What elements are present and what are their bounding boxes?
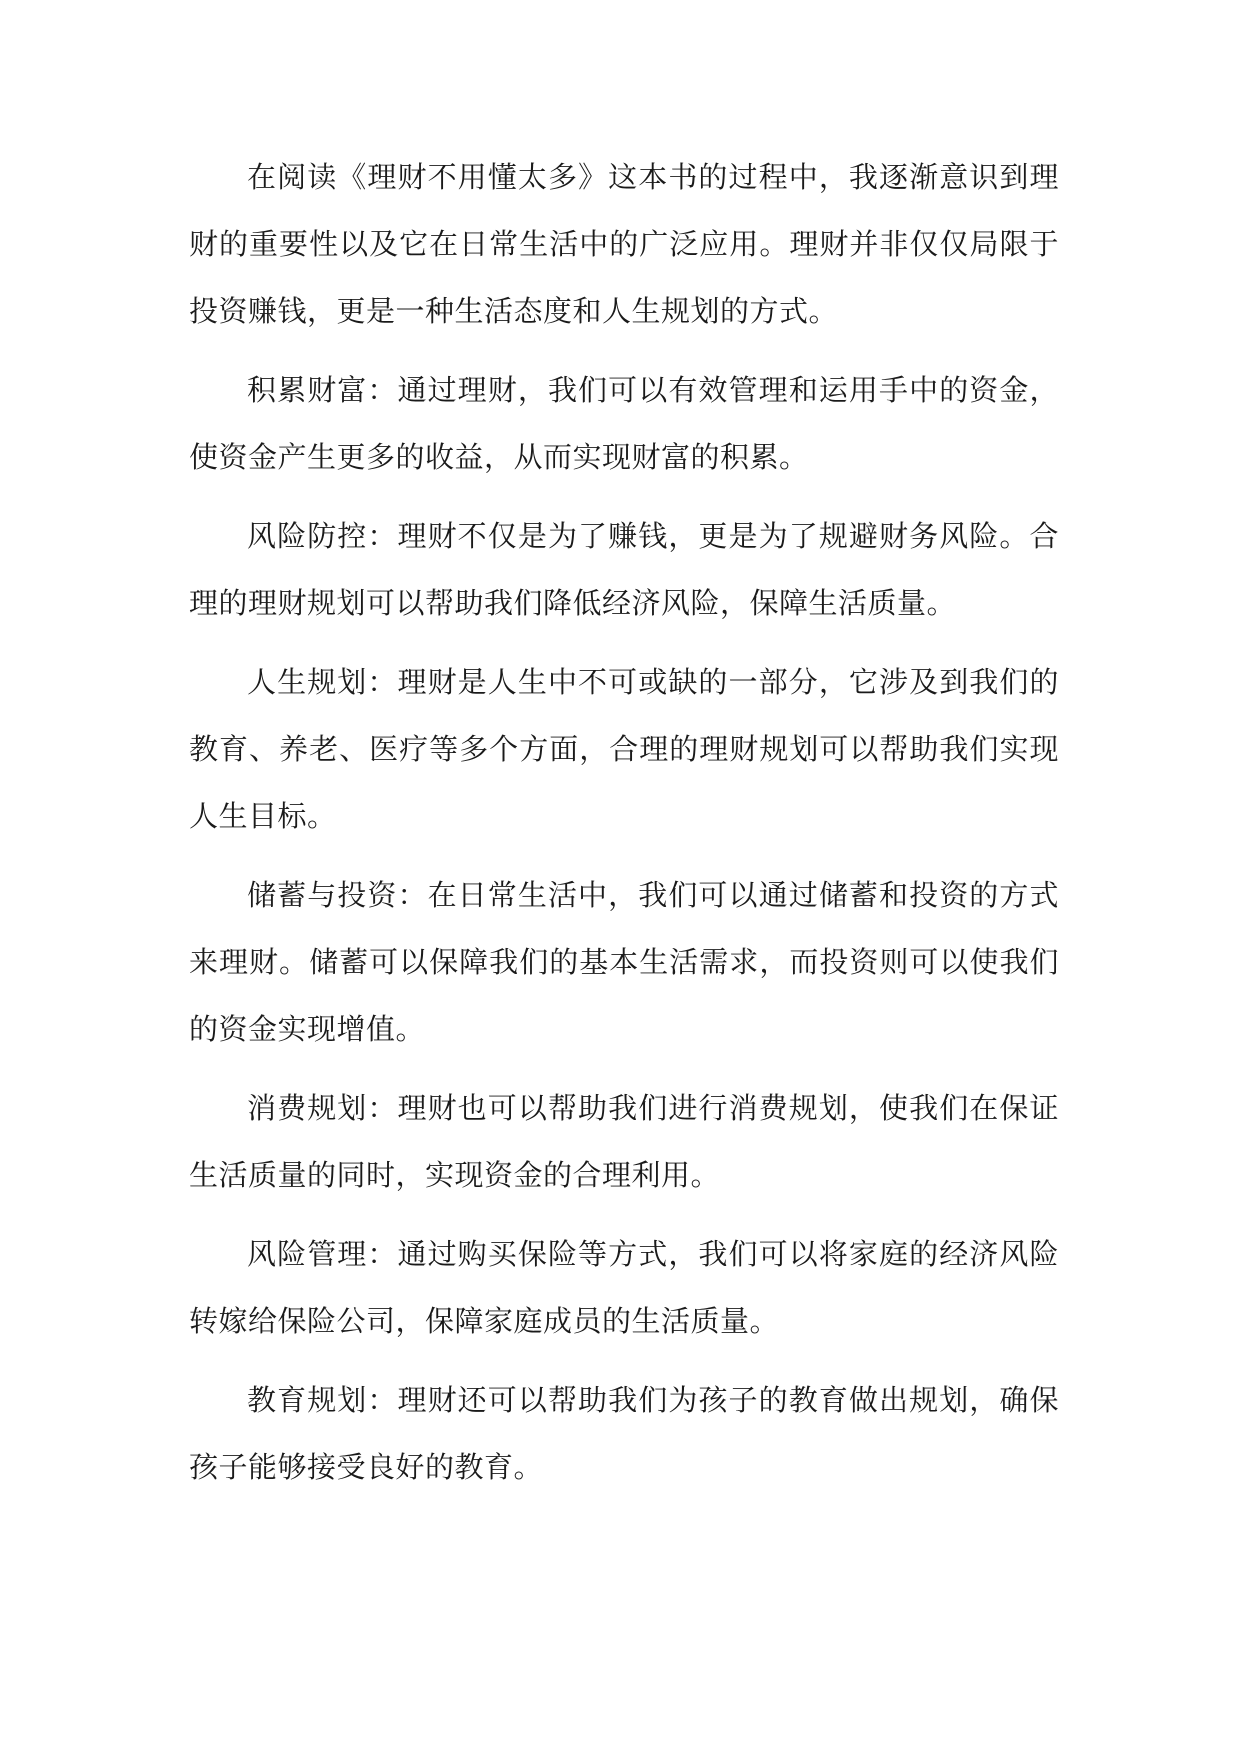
paragraph-savings-investment: 储蓄与投资：在日常生活中，我们可以通过储蓄和投资的方式来理财。储蓄可以保障我们的基本生活需求，而投资则可以使我们的资金实现增值。: [189, 878, 1059, 1046]
paragraph-life-planning: 人生规划：理财是人生中不可或缺的一部分，它涉及到我们的教育、养老、医疗等多个方面，合理的理财规划可以帮助我们实现人生目标。: [189, 665, 1059, 833]
paragraph-risk-management: 风险管理：通过购买保险等方式，我们可以将家庭的经济风险转嫁给保险公司，保障家庭成员的生活质量。: [189, 1237, 1059, 1338]
document-body: [189, 144, 1059, 1513]
paragraph-wealth-accumulation: 积累财富：通过理财，我们可以有效管理和运用手中的资金，使资金产生更多的收益，从而实现财富的积累。: [189, 373, 1059, 474]
paragraph-risk-prevention: 风险防控：理财不仅是为了赚钱，更是为了规避财务风险。合理的理财规划可以帮助我们降低经济风险，保障生活质量。: [189, 519, 1059, 620]
paragraph-consumption-planning: 消费规划：理财也可以帮助我们进行消费规划，使我们在保证生活质量的同时，实现资金的合理利用。: [189, 1091, 1059, 1192]
paragraph-intro: 在阅读《理财不用懂太多》这本书的过程中，我逐渐意识到理财的重要性以及它在日常生活中的广泛应用。理财并非仅仅局限于投资赚钱，更是一种生活态度和人生规划的方式。: [189, 160, 1059, 328]
paragraph-education-planning: 教育规划：理财还可以帮助我们为孩子的教育做出规划，确保孩子能够接受良好的教育。: [189, 1383, 1059, 1484]
